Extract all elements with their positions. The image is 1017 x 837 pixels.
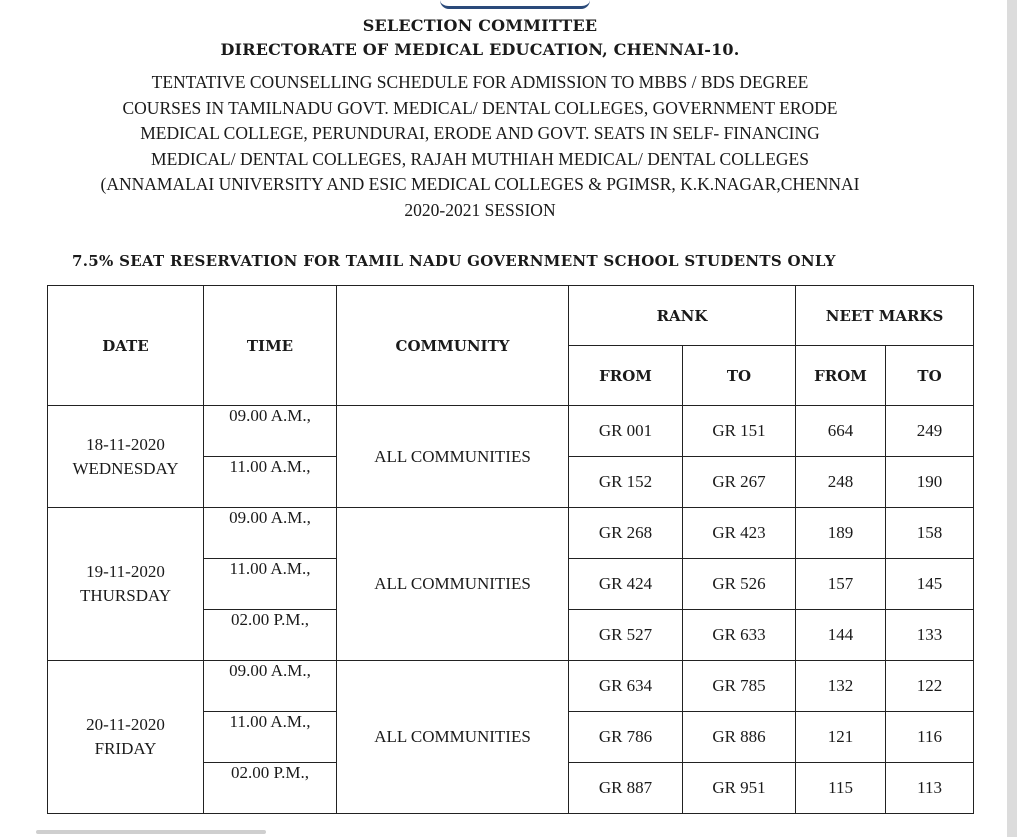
marks-to-cell: 145 [886,559,974,610]
header-marks-to: TO [886,346,974,406]
header-neet-marks: NEET MARKS [796,286,974,346]
marks-from-cell: 189 [796,508,886,559]
date-cell [48,508,204,661]
community-cell: ALL COMMUNITIES [337,508,569,661]
time-cell: 02.00 P.M., [204,610,337,661]
day-value: WEDNESDAY [72,458,179,478]
scan-artifact [36,830,266,834]
marks-from-cell: 115 [796,763,886,814]
header-rank: RANK [569,286,796,346]
rank-to-cell: GR 886 [683,712,796,763]
time-cell: 02.00 P.M., [204,763,337,814]
marks-from-cell: 121 [796,712,886,763]
rank-from-cell: GR 786 [569,712,683,763]
header-rank-to: TO [683,346,796,406]
community-cell: ALL COMMUNITIES [337,406,569,508]
date-cell [48,661,204,814]
date-cell [48,406,204,508]
description-line: (ANNAMALAI UNIVERSITY AND ESIC MEDICAL COLLEGES & PGIMSR, K.K.NAGAR,CHENNAI [100,174,860,195]
rank-from-cell: GR 887 [569,763,683,814]
table-row [48,508,974,559]
rank-from-cell: GR 001 [569,406,683,457]
committee-title: SELECTION COMMITTEE [362,16,598,35]
rank-to-cell: GR 267 [683,457,796,508]
rank-to-cell: GR 785 [683,661,796,712]
time-cell: 09.00 A.M., [204,406,337,457]
header-rank-from: FROM [569,346,683,406]
header-row [48,286,974,346]
marks-from-cell: 132 [796,661,886,712]
description-line: 2020-2021 SESSION [404,199,556,220]
marks-to-cell: 190 [886,457,974,508]
date-value: 18-11-2020 [86,434,165,454]
marks-to-cell: 158 [886,508,974,559]
header-time: TIME [204,286,337,406]
description-line: MEDICAL COLLEGE, PERUNDURAI, ERODE AND GOVT. SEATS IN SELF- FINANCING [140,123,820,144]
day-value: FRIDAY [94,739,157,758]
rank-to-cell: GR 423 [683,508,796,559]
top-decoration [440,0,590,9]
rank-to-cell: GR 633 [683,610,796,661]
description-line: COURSES IN TAMILNADU GOVT. MEDICAL/ DENTAL COLLEGES, GOVERNMENT ERODE [122,97,838,118]
marks-from-cell: 248 [796,457,886,508]
description-line: TENTATIVE COUNSELLING SCHEDULE FOR ADMISSION TO MBBS / BDS DEGREE [151,72,809,92]
rank-from-cell: GR 152 [569,457,683,508]
day-value: THURSDAY [79,586,171,605]
rank-from-cell: GR 424 [569,559,683,610]
schedule-description [60,70,900,224]
marks-to-cell: 116 [886,712,974,763]
rank-to-cell: GR 526 [683,559,796,610]
header-date: DATE [48,286,204,406]
time-cell: 09.00 A.M., [204,661,337,712]
marks-to-cell: 122 [886,661,974,712]
marks-from-cell: 144 [796,610,886,661]
time-cell: 09.00 A.M., [204,508,337,559]
marks-from-cell: 664 [796,406,886,457]
description-line: MEDICAL/ DENTAL COLLEGES, RAJAH MUTHIAH MEDICAL/ DENTAL COLLEGES [151,148,809,169]
community-cell: ALL COMMUNITIES [337,661,569,814]
rank-to-cell: GR 951 [683,763,796,814]
page-edge [1007,0,1017,837]
marks-to-cell: 249 [886,406,974,457]
table-row [48,406,974,457]
rank-to-cell: GR 151 [683,406,796,457]
date-value: 20-11-2020 [86,715,165,734]
marks-from-cell: 157 [796,559,886,610]
header-marks-from: FROM [796,346,886,406]
counselling-schedule-table [47,285,974,814]
time-cell: 11.00 A.M., [204,559,337,610]
table-row [48,661,974,712]
date-value: 19-11-2020 [86,562,165,581]
time-cell: 11.00 A.M., [204,712,337,763]
reservation-title: 7.5% SEAT RESERVATION FOR TAMIL NADU GOVERNMENT SCHOOL STUDENTS ONLY [72,252,836,270]
rank-from-cell: GR 268 [569,508,683,559]
rank-from-cell: GR 634 [569,661,683,712]
time-cell: 11.00 A.M., [204,457,337,508]
marks-to-cell: 133 [886,610,974,661]
marks-to-cell: 113 [886,763,974,814]
rank-from-cell: GR 527 [569,610,683,661]
directorate-title: DIRECTORATE OF MEDICAL EDUCATION, CHENNAI-10. [220,40,740,59]
header-community: COMMUNITY [337,286,569,406]
